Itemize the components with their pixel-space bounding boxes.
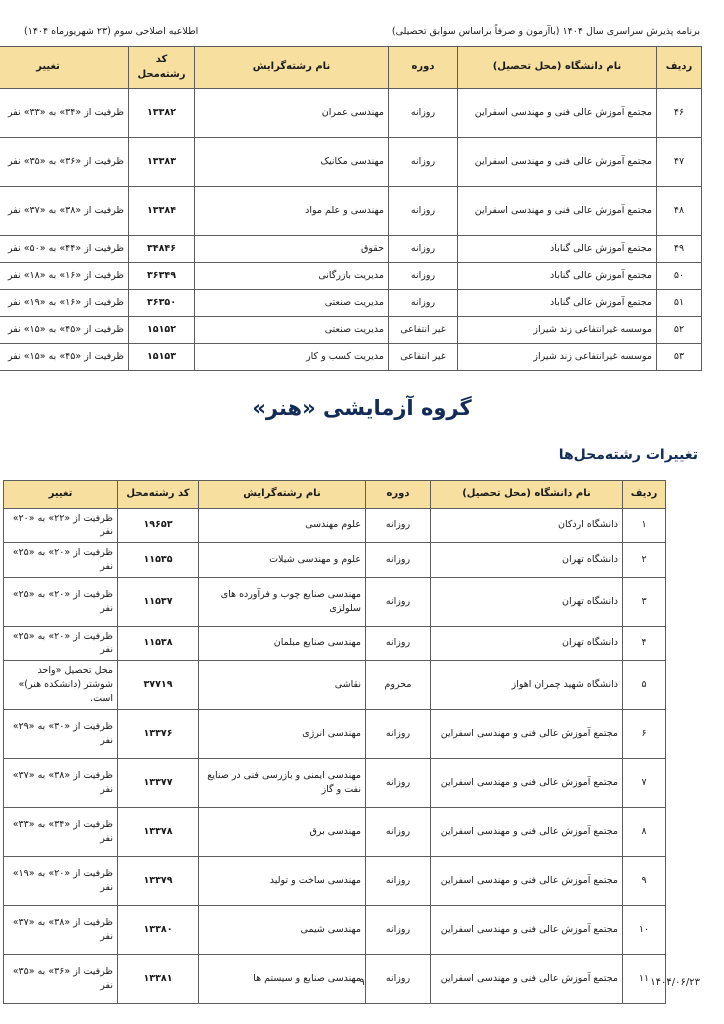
cell-change: ظرفیت از «۳۶» به «۳۵» نفر [0, 138, 129, 187]
cell-change: ظرفیت از «۴۵» به «۱۵» نفر [0, 317, 129, 344]
cell-reshte: مهندسی انرژی [199, 710, 366, 759]
column-header-dore: دوره [389, 47, 458, 89]
cell-change: ظرفیت از «۳۸» به «۳۷» نفر [0, 187, 129, 236]
table-row [0, 317, 702, 344]
table-header-row [4, 481, 666, 509]
table-row [0, 290, 702, 317]
cell-reshte: مدیریت بازرگانی [195, 263, 389, 290]
cell-reshte: علوم و مهندسی شیلات [199, 543, 366, 578]
cell-radif: ۴۸ [657, 187, 702, 236]
column-header-code: کد رشته‌محل [118, 481, 199, 509]
changes-table-continued [8, 46, 702, 371]
cell-radif: ۸ [623, 808, 666, 857]
cell-change: ظرفیت از «۳۸» به «۳۷» نفر [4, 906, 118, 955]
cell-reshte: مهندسی صنایع و سیستم ها [199, 955, 366, 1004]
table-row [4, 906, 666, 955]
footer-date: ۱۴۰۴/۰۶/۲۳ [650, 977, 700, 988]
header-program-title: برنامه پذیرش سراسری سال ۱۴۰۴ (باآزمون و صرفاً براساس سوابق تحصیلی) [391, 25, 700, 37]
cell-reshte: حقوق [195, 236, 389, 263]
cell-radif: ۴۷ [657, 138, 702, 187]
table-row [0, 263, 702, 290]
cell-radif: ۱۰ [623, 906, 666, 955]
cell-change: ظرفیت از «۳۴» به «۳۳» نفر [4, 808, 118, 857]
cell-reshte: مهندسی صنایع چوب و فرآورده های سلولزی [199, 577, 366, 626]
table-row [4, 759, 666, 808]
cell-university: دانشگاه اردکان [431, 508, 623, 543]
cell-code: ۳۷۷۱۹ [118, 661, 199, 710]
cell-university: دانشگاه شهید چمران اهواز [431, 661, 623, 710]
cell-code: ۱۹۶۵۳ [118, 508, 199, 543]
cell-radif: ۹ [623, 857, 666, 906]
cell-code: ۱۳۳۸۳ [129, 138, 195, 187]
cell-university: مجتمع آموزش عالی فنی و مهندسی اسفراین [431, 955, 623, 1004]
table-row [0, 89, 702, 138]
cell-reshte: علوم مهندسی [199, 508, 366, 543]
column-header-reshte: نام رشته‌گرایش [195, 47, 389, 89]
cell-code: ۳۶۳۵۰ [129, 290, 195, 317]
column-header-radif: ردیف [657, 47, 702, 89]
cell-university: موسسه غیرانتفاعی زند شیراز [458, 317, 657, 344]
column-header-change: تغییر [4, 481, 118, 509]
cell-code: ۳۴۸۴۶ [129, 236, 195, 263]
cell-change: ظرفیت از «۳۰» به «۲۹» نفر [4, 710, 118, 759]
cell-university: مجتمع آموزش عالی فنی و مهندسی اسفراین [431, 759, 623, 808]
cell-radif: ۴۶ [657, 89, 702, 138]
cell-dore: محروم [366, 661, 431, 710]
table-header-row [0, 47, 702, 89]
column-header-university: نام دانشگاه (محل تحصیل) [431, 481, 623, 509]
cell-dore: روزانه [389, 290, 458, 317]
cell-reshte: نقاشی [199, 661, 366, 710]
table-row [0, 344, 702, 371]
table-row [0, 138, 702, 187]
table-row [4, 543, 666, 578]
cell-university: دانشگاه تهران [431, 577, 623, 626]
document-running-header [24, 20, 700, 42]
cell-university: مجتمع آموزش عالی فنی و مهندسی اسفراین [431, 906, 623, 955]
cell-code: ۱۳۳۷۹ [118, 857, 199, 906]
cell-dore: روزانه [366, 508, 431, 543]
cell-reshte: مهندسی صنایع مبلمان [199, 626, 366, 661]
cell-university: مجتمع آموزش عالی فنی و مهندسی اسفراین [431, 808, 623, 857]
cell-change: ظرفیت از «۲۰» به «۱۹» نفر [4, 857, 118, 906]
cell-reshte: مهندسی ایمنی و بازرسی فنی در صنایع نفت و گاز [199, 759, 366, 808]
cell-dore: روزانه [389, 236, 458, 263]
cell-radif: ۵ [623, 661, 666, 710]
cell-change: ظرفیت از «۴۵» به «۱۵» نفر [0, 344, 129, 371]
changes-table-art-group [12, 480, 666, 1004]
cell-change: ظرفیت از «۲۰» به «۲۵» نفر [4, 577, 118, 626]
cell-change: ظرفیت از «۱۶» به «۱۹» نفر [0, 290, 129, 317]
cell-change: ظرفیت از «۳۶» به «۳۵» نفر [4, 955, 118, 1004]
table-row [4, 808, 666, 857]
cell-university: دانشگاه تهران [431, 543, 623, 578]
cell-radif: ۵۲ [657, 317, 702, 344]
cell-university: مجتمع آموزش عالی گناباد [458, 236, 657, 263]
cell-radif: ۶ [623, 710, 666, 759]
cell-radif: ۷ [623, 759, 666, 808]
cell-dore: روزانه [366, 710, 431, 759]
cell-reshte: مدیریت صنعتی [195, 317, 389, 344]
cell-change: ظرفیت از «۲۰» به «۲۵» نفر [4, 626, 118, 661]
cell-change: ظرفیت از «۲۲» به «۲۰» نفر [4, 508, 118, 543]
cell-university: دانشگاه تهران [431, 626, 623, 661]
document-footer [24, 977, 700, 988]
cell-dore: روزانه [366, 857, 431, 906]
table-row [4, 626, 666, 661]
column-header-university: نام دانشگاه (محل تحصیل) [458, 47, 657, 89]
cell-code: ۱۳۳۸۴ [129, 187, 195, 236]
cell-reshte: مدیریت کسب و کار [195, 344, 389, 371]
cell-reshte: مدیریت صنعتی [195, 290, 389, 317]
table-two [3, 480, 666, 1004]
column-header-change: تغییر [0, 47, 129, 89]
column-header-reshte: نام رشته‌گرایش [199, 481, 366, 509]
cell-code: ۱۱۵۳۷ [118, 577, 199, 626]
cell-change: ظرفیت از «۴۴» به «۵۰» نفر [0, 236, 129, 263]
cell-dore: روزانه [389, 89, 458, 138]
section-heading: تغییرات رشته‌محل‌ها [558, 447, 698, 463]
table-row [4, 710, 666, 759]
column-header-radif: ردیف [623, 481, 666, 509]
cell-university: مجتمع آموزش عالی فنی و مهندسی اسفراین [431, 710, 623, 759]
table-row [0, 236, 702, 263]
cell-radif: ۴۹ [657, 236, 702, 263]
cell-reshte: مهندسی و علم مواد [195, 187, 389, 236]
table-two-body [4, 508, 666, 1004]
cell-university: مجتمع آموزش عالی گناباد [458, 263, 657, 290]
cell-reshte: مهندسی ساخت و تولید [199, 857, 366, 906]
column-header-dore: دوره [366, 481, 431, 509]
cell-dore: روزانه [366, 543, 431, 578]
cell-radif: ۲ [623, 543, 666, 578]
table-row [4, 661, 666, 710]
cell-university: مجتمع آموزش عالی فنی و مهندسی اسفراین [431, 857, 623, 906]
table-row [0, 187, 702, 236]
cell-change: ظرفیت از «۲۰» به «۲۵» نفر [4, 543, 118, 578]
cell-reshte: مهندسی مکانیک [195, 138, 389, 187]
cell-university: مجتمع آموزش عالی فنی و مهندسی اسفراین [458, 138, 657, 187]
cell-change: ظرفیت از «۱۶» به «۱۸» نفر [0, 263, 129, 290]
cell-university: مجتمع آموزش عالی گناباد [458, 290, 657, 317]
cell-dore: روزانه [389, 263, 458, 290]
cell-code: ۱۱۵۳۵ [118, 543, 199, 578]
cell-change: محل تحصیل «واحد شوشتر (دانشکده هنر)» است. [4, 661, 118, 710]
cell-radif: ۵۱ [657, 290, 702, 317]
cell-change: ظرفیت از «۳۸» به «۳۷» نفر [4, 759, 118, 808]
cell-dore: روزانه [366, 955, 431, 1004]
column-header-code: کد رشته‌محل [129, 47, 195, 89]
cell-code: ۱۳۳۷۸ [118, 808, 199, 857]
cell-university: مجتمع آموزش عالی فنی و مهندسی اسفراین [458, 89, 657, 138]
cell-dore: روزانه [389, 138, 458, 187]
cell-radif: ۱ [623, 508, 666, 543]
cell-dore: غیر انتفاعی [389, 317, 458, 344]
cell-code: ۱۵۱۵۲ [129, 317, 195, 344]
cell-reshte: مهندسی برق [199, 808, 366, 857]
cell-university: موسسه غیرانتفاعی زند شیراز [458, 344, 657, 371]
cell-radif: ۳ [623, 577, 666, 626]
table-one-body [0, 89, 702, 371]
header-notice-title: اطلاعیه اصلاحی سوم (۲۳ شهریورماه ۱۴۰۴) [24, 25, 199, 37]
cell-code: ۱۱۵۳۸ [118, 626, 199, 661]
table-two-header [4, 481, 666, 509]
table-row [4, 857, 666, 906]
cell-code: ۱۳۳۸۰ [118, 906, 199, 955]
cell-code: ۱۳۳۷۷ [118, 759, 199, 808]
cell-reshte: مهندسی عمران [195, 89, 389, 138]
cell-change: ظرفیت از «۳۴» به «۳۳» نفر [0, 89, 129, 138]
cell-code: ۱۵۱۵۳ [129, 344, 195, 371]
cell-dore: روزانه [366, 906, 431, 955]
table-one-header [0, 47, 702, 89]
cell-university: مجتمع آموزش عالی فنی و مهندسی اسفراین [458, 187, 657, 236]
table-one [0, 46, 702, 371]
cell-code: ۱۳۳۸۲ [129, 89, 195, 138]
cell-code: ۱۳۳۸۱ [118, 955, 199, 1004]
cell-dore: روزانه [366, 626, 431, 661]
cell-dore: روزانه [389, 187, 458, 236]
footer-page-number: ۹ [359, 977, 365, 988]
cell-dore: روزانه [366, 808, 431, 857]
cell-radif: ۱۱ [623, 955, 666, 1004]
table-row [4, 577, 666, 626]
cell-dore: غیر انتفاعی [389, 344, 458, 371]
cell-code: ۳۶۳۴۹ [129, 263, 195, 290]
cell-code: ۱۳۳۷۶ [118, 710, 199, 759]
cell-dore: روزانه [366, 577, 431, 626]
table-row [4, 508, 666, 543]
cell-dore: روزانه [366, 759, 431, 808]
cell-radif: ۵۳ [657, 344, 702, 371]
cell-reshte: مهندسی شیمی [199, 906, 366, 955]
cell-radif: ۴ [623, 626, 666, 661]
group-title: گروه آزمایشی «هنر» [252, 396, 472, 420]
cell-radif: ۵۰ [657, 263, 702, 290]
